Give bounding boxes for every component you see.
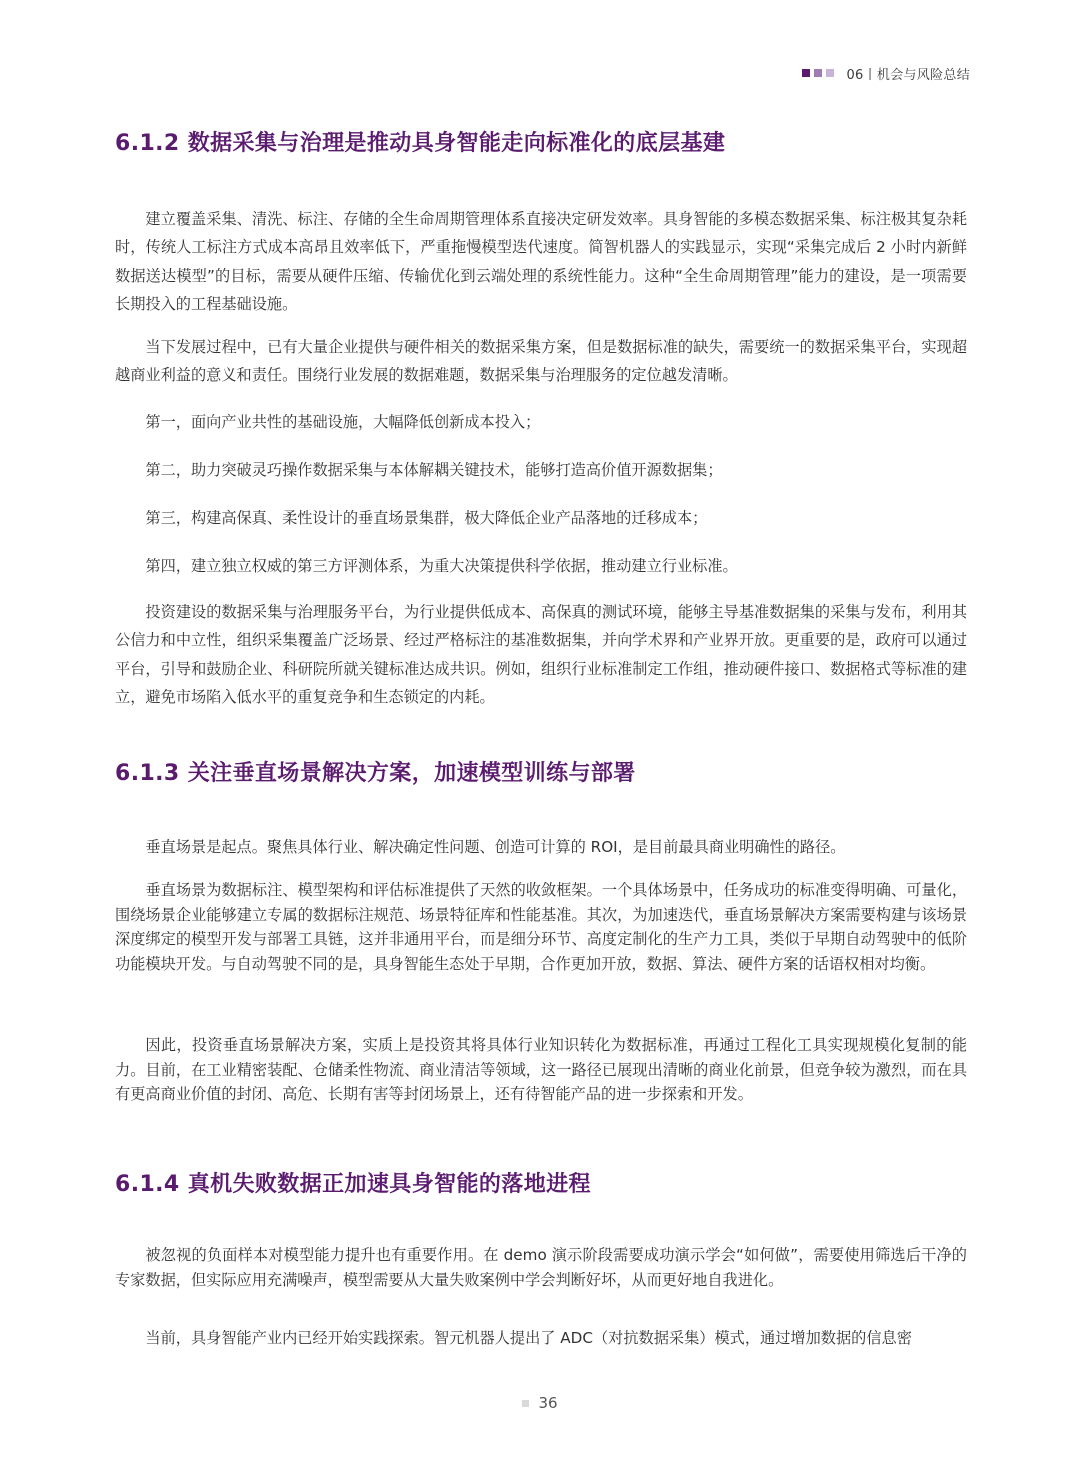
list-item: 第一，面向产业共性的基础设施，大幅降低创新成本投入；: [145, 413, 541, 431]
page-number-text: 36: [538, 1394, 558, 1412]
body-paragraph: 因此，投资垂直场景解决方案，实质上是投资其将具体行业知识转化为数据标准，再通过工程化工具实现规模化复制的能力。目前，在工业精密装配、仓储柔性物流、商业清洁等领域，这一路径已展现出清晰的商业化前景，但竞争较为激烈，而在具有更高商业价值的封闭、高危、长期有害等封闭场景上，还有待智能产品的进一步探索和开发。: [115, 1036, 967, 1103]
body-paragraph: 垂直场景是起点。聚焦具体行业、解决确定性问题、创造可计算的 ROI，是目前最具商业明确性的路径。: [145, 838, 846, 856]
body-paragraph: 被忽视的负面样本对模型能力提升也有重要作用。在 demo 演示阶段需要成功演示学会“如何做”，需要使用筛选后干净的专家数据，但实际应用充满噪声，模型需要从大量失败案例中学会判断好坏，从而更好地自我进化。: [115, 1246, 967, 1289]
page-marker-icon: [522, 1400, 529, 1407]
section-heading: 6.1.4 真机失败数据正加速具身智能的落地进程: [115, 1172, 591, 1197]
body-paragraph: 建立覆盖采集、清洗、标注、存储的全生命周期管理体系直接决定研发效率。具身智能的多模态数据采集、标注极其复杂耗时，传统人工标注方式成本高昂且效率低下，严重拖慢模型迭代速度。简智机器人的实践显示，实现“采集完成后 2 小时内新鲜数据送达模型”的目标，需要从硬件压缩、传输优化到云端处理的系统性能力。这种“全生命周期管理”能力的建设，是一项需要长期投入的工程基础设施。: [115, 210, 967, 313]
header-squares-icon: [802, 69, 834, 77]
list-item: 第二，助力突破灵巧操作数据采集与本体解耦关键技术，能够打造高价值开源数据集；: [145, 461, 723, 479]
body-paragraph: 垂直场景为数据标注、模型架构和评估标准提供了天然的收敛框架。一个具体场景中，任务成功的标准变得明确、可量化，围绕场景企业能够建立专属的数据标注规范、场景特征库和性能基准。其次，为加速迭代，垂直场景解决方案需要构建与该场景深度绑定的模型开发与部署工具链，这并非通用平台，而是细分环节、高度定制化的生产力工具，类似于早期自动驾驶中的低阶功能模块开发。与自动驾驶不同的是，具身智能生态处于早期，合作更加开放，数据、算法、硬件方案的话语权相对均衡。: [115, 881, 967, 973]
body-paragraph: 投资建设的数据采集与治理服务平台，为行业提供低成本、高保真的测试环境，能够主导基准数据集的采集与发布，利用其公信力和中立性，组织采集覆盖广泛场景、经过严格标注的基准数据集，并向学术界和产业界开放。更重要的是，政府可以通过平台，引导和鼓励企业、科研院所就关键标准达成共识。例如，组织行业标准制定工作组，推动硬件接口、数据格式等标准的建立，避免市场陷入低水平的重复竞争和生态锁定的内耗。: [115, 603, 967, 706]
header-square-icon: [826, 69, 834, 77]
section-heading: 6.1.2 数据采集与治理是推动具身智能走向标准化的底层基建: [115, 131, 726, 156]
body-paragraph: 当下发展过程中，已有大量企业提供与硬件相关的数据采集方案，但是数据标准的缺失，需要统一的数据采集平台，实现超越商业利益的意义和责任。围绕行业发展的数据难题，数据采集与治理服务的定位越发清晰。: [115, 338, 967, 385]
header-square-icon: [802, 69, 810, 77]
body-paragraph: 当前，具身智能产业内已经开始实践探索。智元机器人提出了 ADC（对抗数据采集）模式，通过增加数据的信息密: [145, 1329, 912, 1347]
header-square-icon: [814, 69, 822, 77]
list-item: 第三，构建高保真、柔性设计的垂直场景集群，极大降低企业产品落地的迁移成本；: [145, 509, 708, 527]
chapter-label: 06丨机会与风险总结: [846, 67, 970, 83]
page-number: [0, 1394, 1080, 1412]
page-header: [802, 63, 970, 83]
list-item: 第四，建立独立权威的第三方评测体系，为重大决策提供科学依据，推动建立行业标准。: [145, 557, 738, 575]
section-heading: 6.1.3 关注垂直场景解决方案，加速模型训练与部署: [115, 761, 636, 786]
